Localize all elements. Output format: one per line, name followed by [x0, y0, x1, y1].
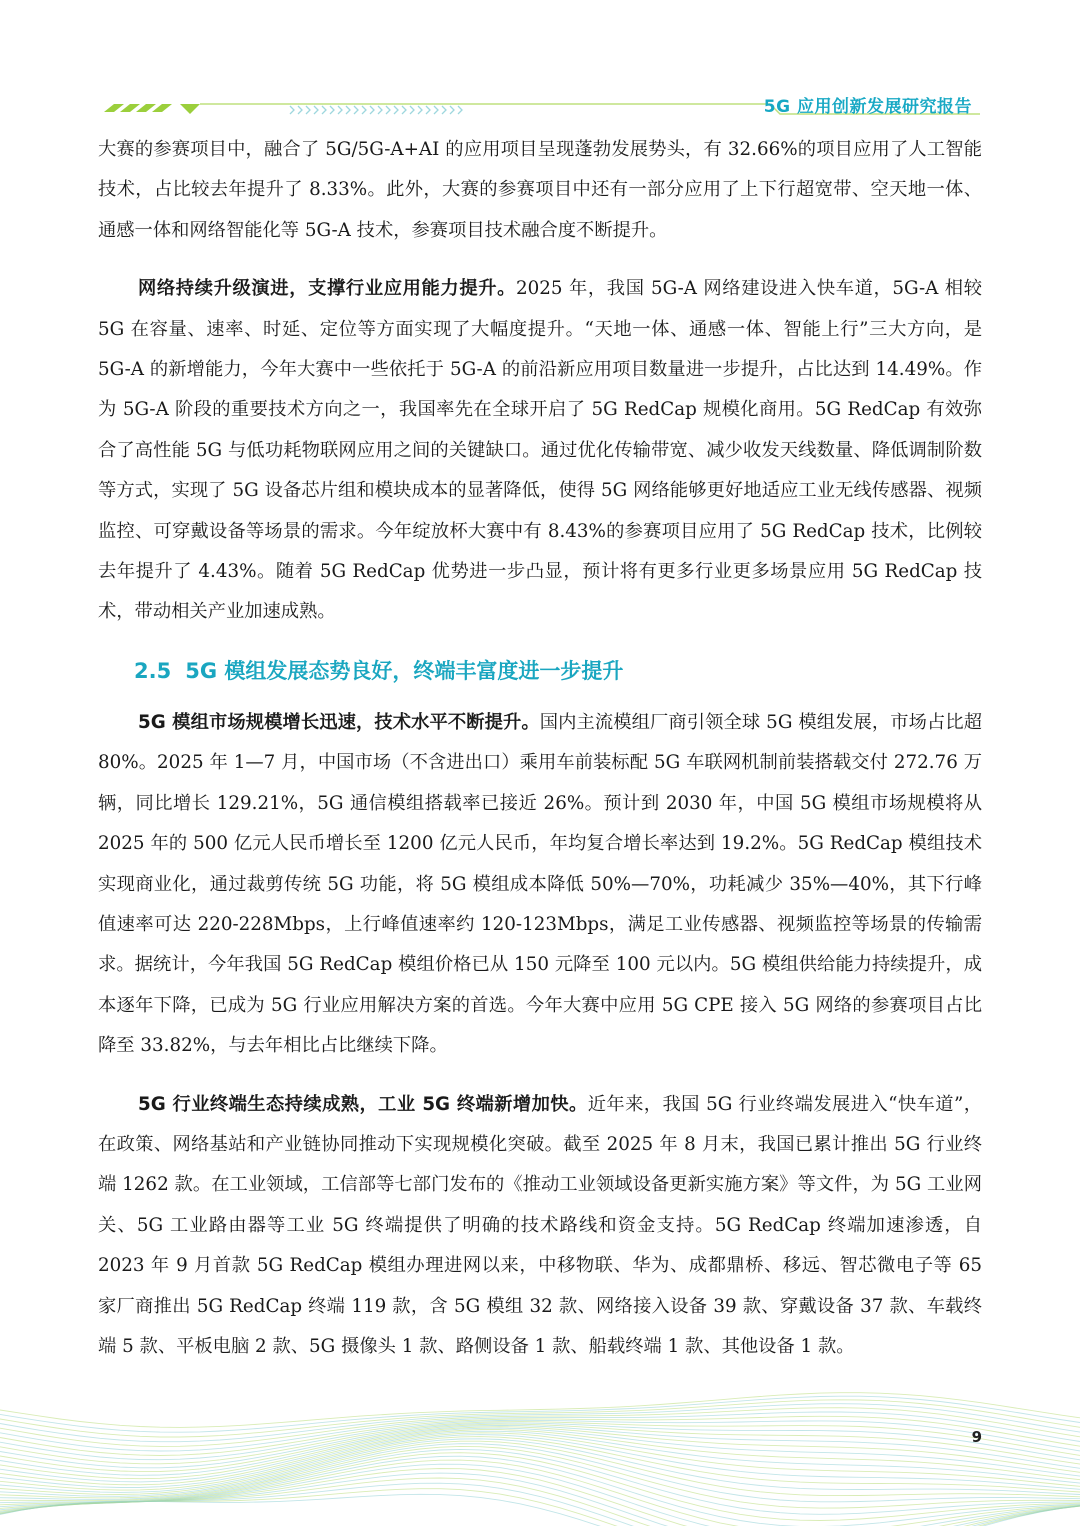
- section-title: 5G 模组发展态势良好，终端丰富度进一步提升: [185, 658, 624, 683]
- chevron-trail-icon: [290, 106, 462, 114]
- wave-decoration: [0, 1340, 1080, 1526]
- section-number: 2.5: [134, 658, 172, 683]
- slash-stripes-icon: [104, 104, 172, 112]
- page-number: 9: [971, 1428, 982, 1446]
- report-title: 5G 应用创新发展研究报告: [763, 97, 972, 117]
- paragraph-text: 大赛的参赛项目中，融合了 5G/5G-A+AI 的应用项目呈现蓬勃发展势头，有 32.66%的项目应用了人工智能技术，占比较去年提升了 8.33%。此外，大赛的参赛项目中还有一部分应用了上下行超宽带、空天地一体、通感一体和网络智能化等 5G-A 技术，参赛项目技术融合度不断提升。: [98, 139, 982, 241]
- paragraph-text: 国内主流模组厂商引领全球 5G 模组发展，市场占比超 80%。2025 年 1—7 月，中国市场（不含进出口）乘用车前装标配 5G 车联网机制前装搭载交付 272.76 万辆，同比增长 129.21%，5G 通信模组搭载率已接近 26%。预计到 2030 年，中国 5G 模组市场规模将从 2025 年的 500 亿元人民币增长至 1200 亿元人民币，年均复合增长率达到 19.2%。5G RedCap 模组技术实现商业化，通过裁剪传统 5G 功能，将 5G 模组成本降低 50%—70%，功耗减少 35%—40%，其下行峰值速率可达 220-228Mbps，上行峰值速率约 120-123Mbps，满足工业传感器、视频监控等场景的传输需求。据统计，今年我国 5G RedCap 模组价格已从 150 元降至 100 元以内。5G 模组供给能力持续提升，成本逐年下降，已成为 5G 行业应用解决方案的首选。今年大赛中应用 5G CPE 接入 5G 网络的参赛项目占比降至 33.82%，与去年相比占比继续下降。: [98, 711, 983, 1057]
- paragraph: [98, 1085, 982, 1368]
- paragraph-lead: 网络持续升级演进，支撑行业应用能力提升。: [138, 278, 517, 300]
- section-heading: [134, 657, 982, 685]
- paragraph-text: 2025 年，我国 5G-A 网络建设进入快车道，5G-A 相较 5G 在容量、速率、时延、定位等方面实现了大幅度提升。“天地一体、通感一体、智能上行”三大方向，是 5G-A 的新增能力，今年大赛中一些依托于 5G-A 的前沿新应用项目数量进一步提升，占比达到 14.49%。作为 5G-A 阶段的重要技术方向之一，我国率先在全球开启了 5G RedCap 规模化商用。5G RedCap 有效弥合了高性能 5G 与低功耗物联网应用之间的关键缺口。通过优化传输带宽、减少收发天线数量、降低调制阶数等方式，实现了 5G 设备芯片组和模块成本的显著降低，使得 5G 网络能够更好地适应工业无线传感器、视频监控、可穿戴设备等场景的需求。今年绽放杯大赛中有 8.43%的参赛项目应用了 5G RedCap 技术，比例较去年提升了 4.43%。随着 5G RedCap 优势进一步凸显，预计将有更多行业更多场景应用 5G RedCap 技术，带动相关产业加速成熟。: [98, 278, 982, 623]
- paragraph: [98, 130, 982, 251]
- wave-line: [0, 1424, 1080, 1472]
- triangle-marker-icon: [180, 104, 200, 114]
- paragraph-lead: 5G 行业终端生态持续成熟，工业 5G 终端新增加快。: [138, 1093, 588, 1115]
- paragraph: [98, 703, 982, 1067]
- main-content: [98, 130, 982, 1367]
- paragraph: [98, 269, 982, 633]
- paragraph-text: 近年来，我国 5G 行业终端发展进入“快车道”，在政策、网络基站和产业链协同推动下实现规模化突破。截至 2025 年 8 月末，我国已累计推出 5G 行业终端 1262 款。在工业领域，工信部等七部门发布的《推动工业领域设备更新实施方案》等文件，为 5G 工业网关、5G 工业路由器等工业 5G 终端提供了明确的技术路线和资金支持。5G RedCap 终端加速渗透，自 2023 年 9 月首款 5G RedCap 模组办理进网以来，中移物联、华为、成都鼎桥、移远、智芯微电子等 65 家厂商推出 5G RedCap 终端 119 款，含 5G 模组 32 款、网络接入设备 39 款、穿戴设备 37 款、车载终端 5 款、平板电脑 2 款、5G 摄像头 1 款、路侧设备 1 款、船载终端 1 款、其他设备 1 款。: [98, 1093, 982, 1357]
- paragraph-lead: 5G 模组市场规模增长迅速，技术水平不断提升。: [138, 711, 540, 733]
- wave-line: [0, 1427, 1080, 1479]
- page-header: [0, 0, 1080, 130]
